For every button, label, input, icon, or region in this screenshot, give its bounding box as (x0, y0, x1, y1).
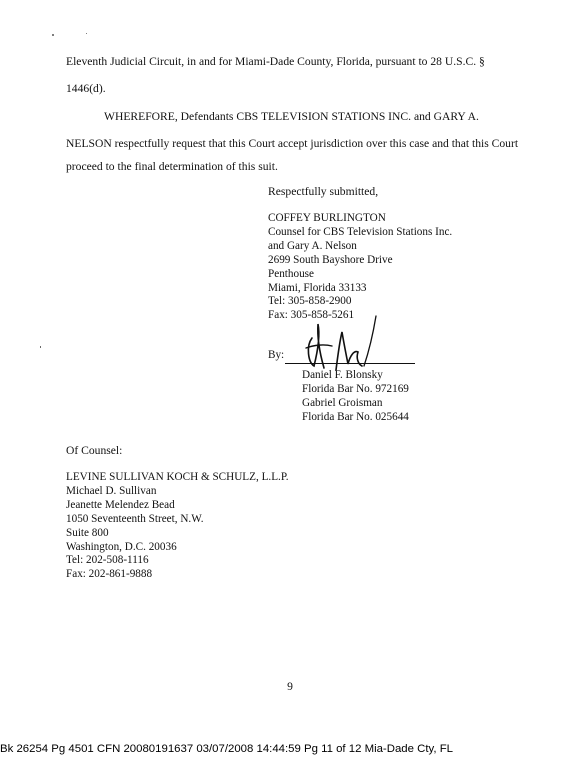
of-counsel-line: 1050 Seventeenth Street, N.W. (66, 512, 204, 525)
signer-line: Daniel F. Blonsky (302, 369, 383, 381)
of-counsel-line: Washington, D.C. 20036 (66, 540, 177, 553)
body-line-3: WHEREFORE, Defendants CBS TELEVISION STATIONS INC. and GARY A. (104, 110, 479, 123)
signer-line: Florida Bar No. 972169 (302, 382, 409, 395)
firm-line: Tel: 305-858-2900 (268, 295, 352, 308)
firm-line: Counsel for CBS Television Stations Inc. (268, 225, 453, 238)
of-counsel-line: Fax: 202-861-9888 (66, 568, 153, 581)
firm-block (268, 212, 452, 323)
scan-speck (86, 33, 87, 34)
signature-line (285, 363, 415, 364)
of-counsel-line: Suite 800 (66, 526, 109, 539)
of-counsel-line: LEVINE SULLIVAN KOCH & SCHULZ, L.L.P. (66, 471, 289, 483)
of-counsel-block (66, 471, 289, 582)
scan-speck (52, 34, 54, 36)
firm-line: COFFEY BURLINGTON (268, 212, 386, 224)
firm-line: 2699 South Bayshore Drive (268, 253, 393, 266)
firm-line: Fax: 305-858-5261 (268, 309, 355, 322)
signer-line: Gabriel Groisman (302, 396, 383, 409)
body-line-2: 1446(d). (66, 82, 106, 95)
firm-line: Miami, Florida 33133 (268, 281, 367, 294)
closing: Respectfully submitted, (268, 185, 379, 198)
firm-line: and Gary A. Nelson (268, 239, 357, 252)
body-line-5: proceed to the final determination of this suit. (66, 160, 278, 173)
scan-speck (40, 346, 41, 348)
page-number: 9 (287, 680, 293, 693)
body-line-1: Eleventh Judicial Circuit, in and for Miami-Dade County, Florida, pursuant to 28 U.S.C. § (66, 55, 485, 68)
body-line-4: NELSON respectfully request that this Court accept jurisdiction over this case and that this Court (66, 137, 519, 150)
signer-line: Florida Bar No. 025644 (302, 410, 409, 423)
of-counsel-label: Of Counsel: (66, 444, 123, 457)
signer-block (302, 369, 409, 425)
of-counsel-line: Tel: 202-508-1116 (66, 554, 149, 567)
firm-line: Penthouse (268, 267, 314, 280)
of-counsel-line: Michael D. Sullivan (66, 484, 157, 497)
recording-stamp: Bk 26254 Pg 4501 CFN 20080191637 03/07/2008 14:44:59 Pg 11 of 12 Mia-Dade Cty, FL (0, 743, 453, 755)
by-label: By: (268, 349, 285, 361)
of-counsel-line: Jeanette Melendez Bead (66, 498, 175, 511)
